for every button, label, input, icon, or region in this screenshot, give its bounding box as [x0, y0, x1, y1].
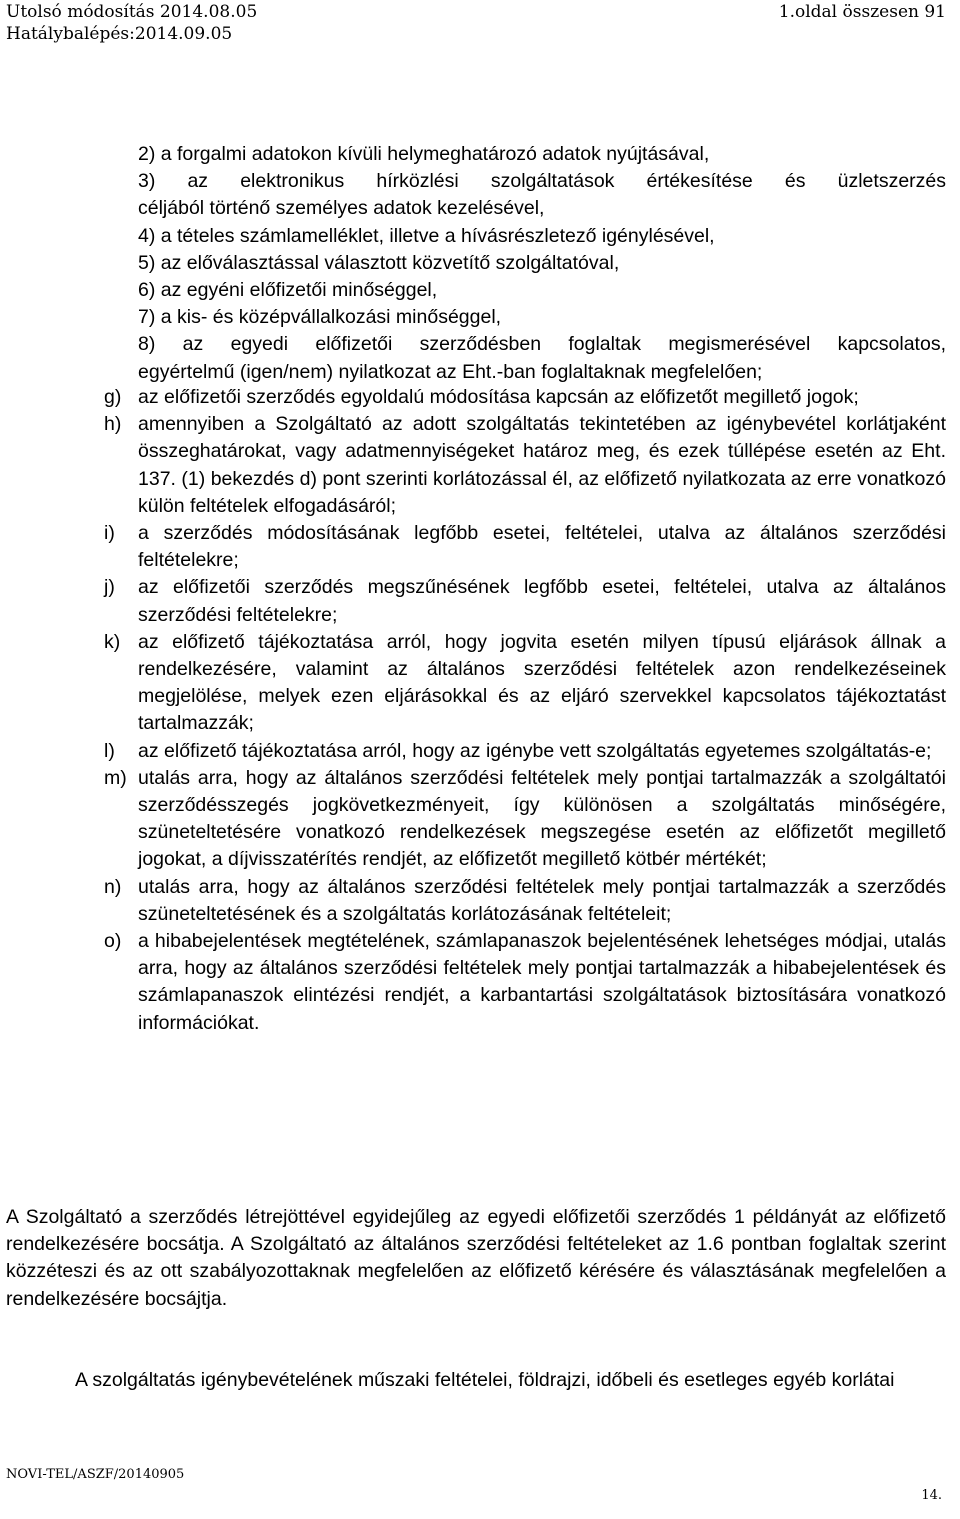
- header-modified-date: Utolsó módosítás 2014.08.05: [6, 2, 258, 22]
- header-effective-date: Hatálybalépés:2014.09.05: [6, 24, 233, 44]
- item-label: i): [104, 522, 115, 545]
- item-text: az előfizető tájékoztatása arról, hogy jogvita esetén milyen típusú eljárások állnak a rendelkezésére, valamint az általános szerződési feltételek azon rendelkezéseinek megjelölése, melyek ezen eljárásokkal és az eljáró szervekkel kapcsolatos tájékoztatást tartalmazzák;: [138, 630, 946, 735]
- item-label: k): [104, 630, 121, 653]
- list-item: 7) a kis- és középvállalkozási minőséggel,: [138, 306, 502, 329]
- list-item: [104, 738, 946, 765]
- item-label: l): [104, 739, 115, 762]
- paragraph-contract-copy: A Szolgáltató a szerződés létrejöttével egyidejűleg az egyedi előfizetői szerződés 1 példányát az előfizető rendelkezésére bocsátja. A Szolgáltató az általános szerződési feltételeket az 1.6 pontban foglaltak szerint közzéteszi és az ott szabályozottaknak megfelelően az előfizető kérésére és választásának megfelelően a rendelkezésére bocsájtja.: [6, 1206, 946, 1310]
- item-label: j): [104, 576, 115, 599]
- list-item: [104, 765, 946, 874]
- item-label: h): [104, 413, 122, 436]
- item-text: az előfizető tájékoztatása arról, hogy az igénybe vett szolgáltatás egyetemes szolgáltatás-e;: [138, 739, 932, 762]
- item-text: a hibabejelentések megtételének, számlapanaszok bejelentésének lehetséges módjai, utalás arra, hogy az általános szerződési feltételek mely pontjai tartalmazzák a hibabejelentések és számlapanaszok elintézési rendjét, a karbantartási szolgáltatások biztosítására vonatkozó információkat.: [138, 930, 946, 1034]
- item-text: amennyiben a Szolgáltató az adott szolgáltatás tekintetében az igénybevétel korlátjaként összeghatárokat, vagy adatmennyiségeket határoz meg, és ezek túllépése esetén az Eht. 137. (1) bekezdés d) pont szerinti korlátozással él, az előfizető nyilatkozata az erre vonatkozó külön feltételek elfogadásáról;: [138, 413, 946, 517]
- list-item: [104, 411, 946, 520]
- item-text: az előfizetői szerződés egyoldalú módosítása kapcsán az előfizetőt megillető jogok;: [138, 386, 859, 408]
- list-item: 5) az előválasztással választott közvetítő szolgáltatóval,: [138, 251, 620, 274]
- item-label: m): [104, 766, 127, 789]
- lettered-list: [104, 384, 946, 1037]
- list-item: 3) az elektronikus hírközlési szolgáltatások értékesítése és üzletszerzés: [138, 170, 946, 193]
- header-page-info: 1.oldal összesen 91: [778, 2, 946, 22]
- list-item: [104, 574, 946, 628]
- item-label: o): [104, 930, 122, 953]
- list-item: céljából történő személyes adatok kezelésével,: [138, 197, 545, 220]
- list-item: 6) az egyéni előfizetői minőséggel,: [138, 279, 438, 302]
- list-item: [104, 874, 946, 928]
- footer-document-id: NOVI-TEL/ASZF/20140905: [6, 1467, 185, 1482]
- footer-page-number: 14.: [921, 1488, 942, 1503]
- item-text: utalás arra, hogy az általános szerződési feltételek mely pontjai tartalmazzák a szolgáltatói szerződésszegés jogkövetkezményeit, így különösen a szolgáltatás minőségére, szüneteltetésére vonatkozó rendelkezések megszegése esetén az előfizetőt megillető jogokat, a díjvisszatérítés rendjét, az előfizetőt megillető kötbér mértékét;: [138, 766, 946, 871]
- list-item: 8) az egyedi előfizetői szerződésben foglaltak megismerésével kapcsolatos,: [138, 333, 946, 356]
- item-label: n): [104, 875, 122, 898]
- list-item: [104, 520, 946, 574]
- numbered-list: [138, 141, 946, 386]
- section-heading-technical-conditions: A szolgáltatás igénybevételének műszaki feltételei, földrajzi, időbeli és esetleges egyéb korlátai: [75, 1369, 895, 1391]
- list-item: [104, 384, 946, 411]
- item-text: az előfizetői szerződés megszűnésének legfőbb esetei, feltételei, utalva az általános szerződési feltételekre;: [138, 576, 946, 626]
- list-item: [104, 928, 946, 1037]
- list-item: [104, 629, 946, 738]
- item-label: g): [104, 386, 122, 408]
- item-text: utalás arra, hogy az általános szerződési feltételek mely pontjai tartalmazzák a szerződés szüneteltetésének és a szolgáltatás korlátozásának feltételeit;: [138, 875, 946, 925]
- list-item: 2) a forgalmi adatokon kívüli helymeghatározó adatok nyújtásával,: [138, 143, 710, 165]
- list-item: 4) a tételes számlamelléklet, illetve a hívásrészletező igénylésével,: [138, 224, 715, 247]
- item-text: a szerződés módosításának legfőbb esetei, feltételei, utalva az általános szerződési feltételekre;: [138, 522, 946, 572]
- list-item: egyértelmű (igen/nem) nyilatkozat az Eht.-ban foglaltaknak megfelelően;: [138, 360, 763, 383]
